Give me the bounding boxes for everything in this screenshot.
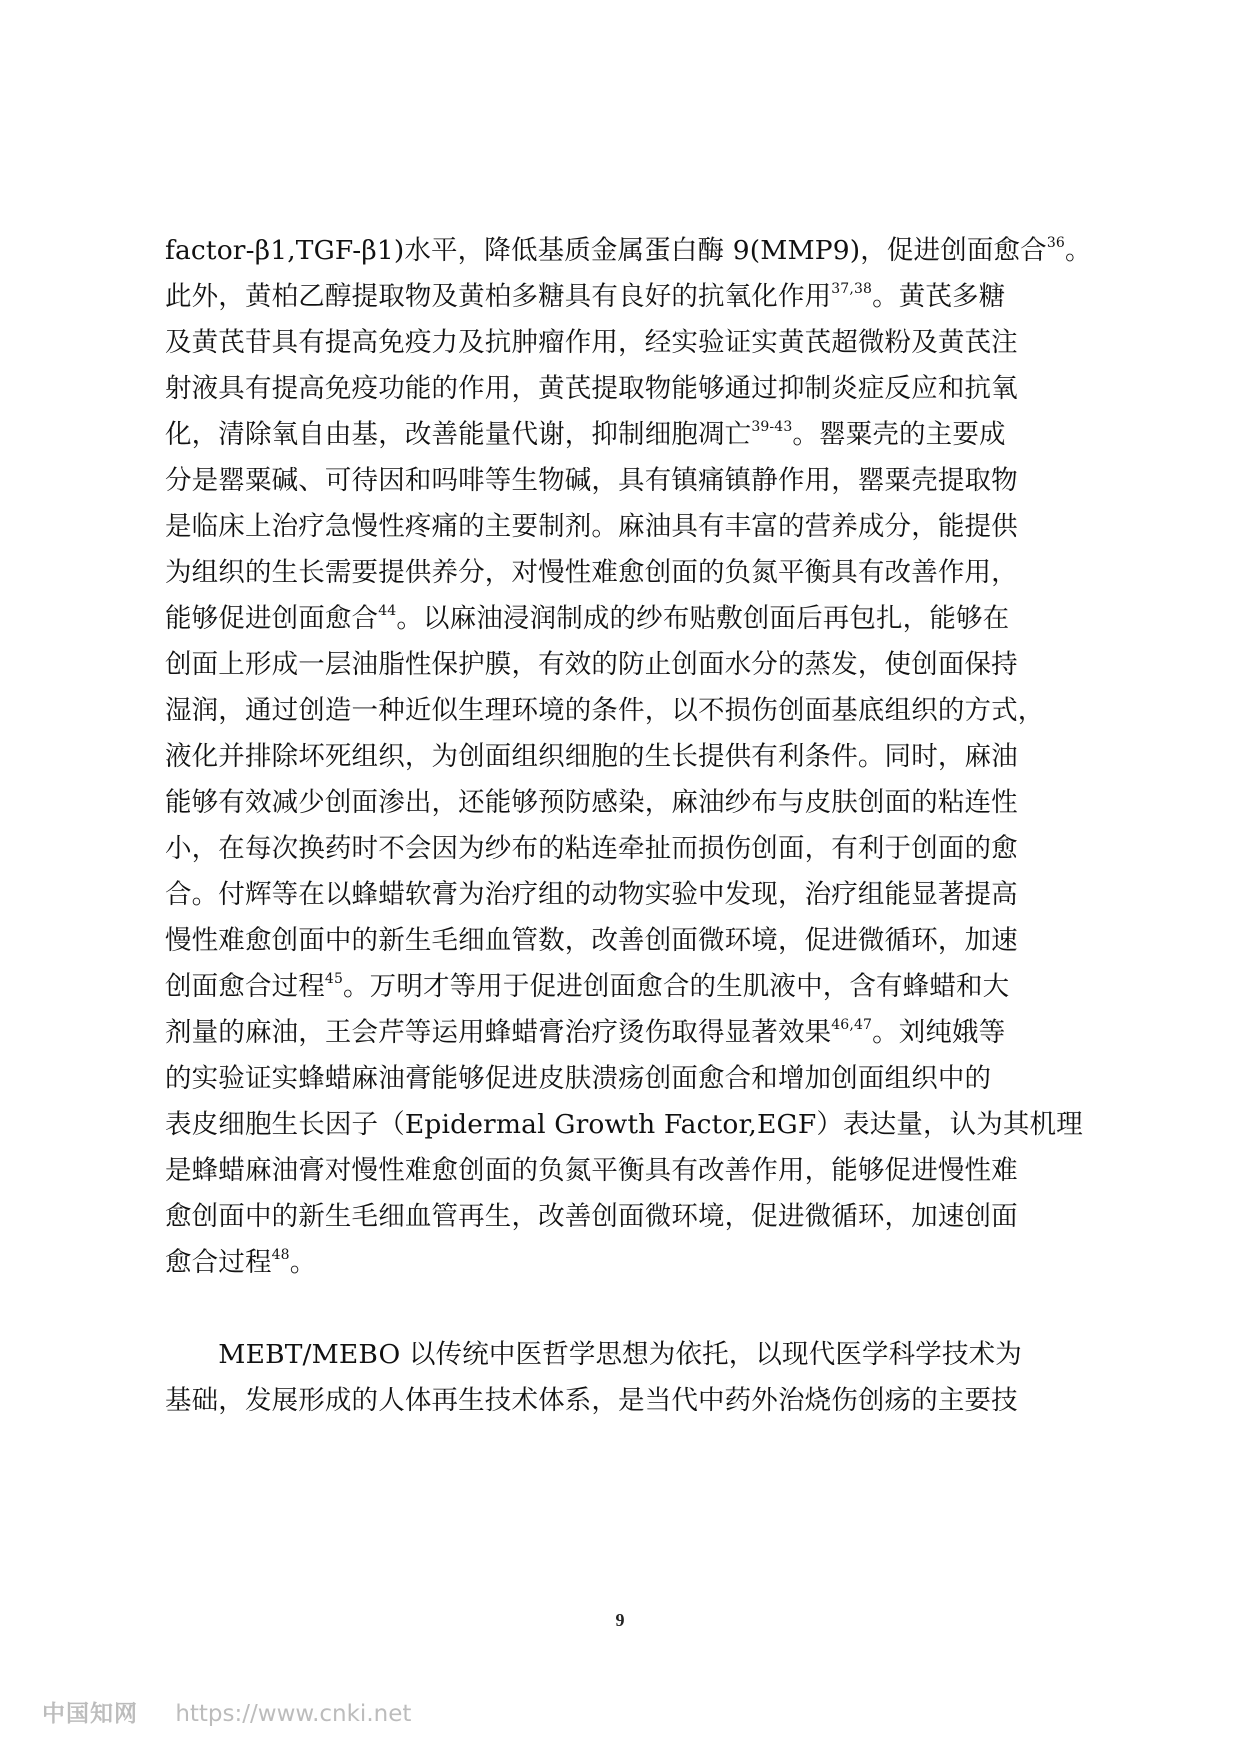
text-line: 是临床上治疗急慢性疼痛的主要制剂。麻油具有丰富的营养成分，能提供: [165, 511, 1018, 542]
cnki-logo: 中国知网: [42, 1701, 138, 1727]
footer-url: https://www.cnki.net: [175, 1701, 412, 1727]
text-line: 小，在每次换药时不会因为纱布的粘连牵扯而损伤创面，有利于创面的愈: [165, 833, 1018, 864]
text-line: 剂量的麻油，王会芹等运用蜂蜡膏治疗烫伤取得显著效果$^{46,47}$。刘纯娥等: [165, 1017, 1006, 1048]
text-line: 愈合过程$^{48}$。: [165, 1247, 317, 1278]
text-line: 表皮细胞生长因子（Epidermal Growth Factor,EGF）表达量，认为其机理: [165, 1109, 1083, 1140]
text-line: factor-β1,TGF-β1)水平，降低基质金属蛋白酶 9(MMP9)，促进创面愈合$^{36}$。: [165, 235, 1092, 266]
text-line: 湿润，通过创造一种近似生理环境的条件，以不损伤创面基底组织的方式，: [165, 695, 1045, 726]
text-line: 基础，发展形成的人体再生技术体系，是当代中药外治烧伤创疡的主要技: [165, 1385, 1018, 1416]
text-line: 慢性难愈创面中的新生毛细血管数，改善创面微环境，促进微循环，加速: [165, 925, 1018, 956]
text-line: 液化并排除坏死组织，为创面组织细胞的生长提供有利条件。同时，麻油: [165, 741, 1018, 772]
text-line: 愈创面中的新生毛细血管再生，改善创面微环境，促进微循环，加速创面: [165, 1201, 1018, 1232]
text-line: 及黄芪苷具有提高免疫力及抗肿瘤作用，经实验证实黄芪超微粉及黄芪注: [165, 327, 1018, 358]
footer-watermark: [42, 1695, 411, 1728]
text-line: 射液具有提高免疫功能的作用，黄芪提取物能够通过抑制炎症反应和抗氧: [165, 373, 1018, 404]
citation: 46,47: [831, 1017, 873, 1033]
text-line: 此外，黄柏乙醇提取物及黄柏多糖具有良好的抗氧化作用$^{37,38}$。黄芪多糖: [165, 281, 1006, 312]
text-line: 的实验证实蜂蜡麻油膏能够促进皮肤溃疡创面愈合和增加创面组织中的: [165, 1063, 992, 1094]
text-line: 分是罂粟碱、可待因和吗啡等生物碱，具有镇痛镇静作用，罂粟壳提取物: [165, 465, 1018, 496]
page-number: 9: [615, 1610, 625, 1630]
body-text: [165, 228, 1092, 1424]
text-line: 化，清除氧自由基，改善能量代谢，抑制细胞凋亡$^{39-43}$。罂粟壳的主要成: [165, 419, 1006, 450]
citation: 39-43: [751, 419, 793, 435]
text-line: 创面愈合过程$^{45}$。万明才等用于促进创面愈合的生肌液中，含有蜂蜡和大: [165, 971, 1010, 1002]
citation: 44: [378, 603, 397, 619]
text-line: MEBT/MEBO 以传统中医哲学思想为依托，以现代医学科学技术为: [165, 1339, 1022, 1370]
citation: 48: [271, 1247, 290, 1263]
text-line: 能够有效减少创面渗出，还能够预防感染，麻油纱布与皮肤创面的粘连性: [165, 787, 1018, 818]
text-line: 为组织的生长需要提供养分，对慢性难愈创面的负氮平衡具有改善作用，: [165, 557, 1018, 588]
text-line: 合。付辉等在以蜂蜡软膏为治疗组的动物实验中发现，治疗组能显著提高: [165, 879, 1018, 910]
citation: 36: [1046, 235, 1065, 251]
text-line: 创面上形成一层油脂性保护膜，有效的防止创面水分的蒸发，使创面保持: [165, 649, 1018, 680]
paragraph-gap: [165, 1286, 1085, 1332]
text-line: 能够促进创面愈合$^{44}$。以麻油浸润制成的纱布贴敷创面后再包扎，能够在: [165, 603, 1010, 634]
citation: 37,38: [831, 281, 873, 297]
citation: 45: [324, 971, 344, 987]
text-line: 是蜂蜡麻油膏对慢性难愈创面的负氮平衡具有改善作用，能够促进慢性难: [165, 1155, 1018, 1186]
